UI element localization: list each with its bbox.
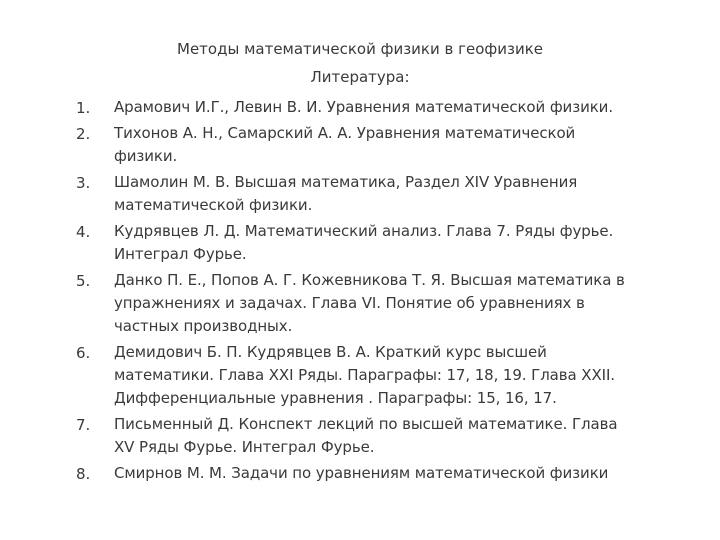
item-number: 4. — [76, 223, 91, 241]
list-item — [76, 219, 676, 268]
item-text: Шамолин М. В. Высшая математика, Раздел XIV Уравнения математической физики. — [114, 173, 578, 214]
item-number: 6. — [76, 344, 91, 362]
item-text: Данко П. Е., Попов А. Г. Кожевникова Т. Я. Высшая математика в упражнениях и задачах. Глава VI. Понятие об уравнениях в частных производных. — [114, 271, 625, 335]
list-item — [76, 340, 676, 412]
item-number: 3. — [76, 174, 91, 192]
list-item — [76, 268, 676, 340]
list-item — [76, 170, 676, 219]
reference-list — [76, 95, 676, 487]
item-number: 1. — [76, 99, 91, 117]
item-number: 2. — [76, 125, 91, 143]
item-text: Смирнов М. М. Задачи по уравнениям математической физики — [114, 464, 609, 482]
item-text: Кудрявцев Л. Д. Математический анализ. Глава 7. Ряды фурье. Интеграл Фурье. — [114, 222, 614, 263]
section-heading: Литература: — [310, 68, 410, 86]
list-item — [76, 121, 676, 170]
list-item — [76, 461, 676, 487]
list-item — [76, 95, 676, 121]
item-number: 8. — [76, 465, 91, 483]
item-text: Тихонов А. Н., Самарский А. А. Уравнения математической физики. — [114, 124, 576, 165]
item-number: 5. — [76, 272, 91, 290]
item-text: Арамович И.Г., Левин В. И. Уравнения математической физики. — [114, 98, 613, 116]
item-text: Демидович Б. П. Кудрявцев В. А. Краткий курс высшей математики. Глава XXI Ряды. Параграфы: 17, 18, 19. Глава XXII. Дифференциальные уравнения . Параграфы: 15, 16, 17. — [114, 343, 615, 407]
page-title: Методы математической физики в геофизике — [177, 40, 543, 58]
item-number: 7. — [76, 416, 91, 434]
item-text: Письменный Д. Конспект лекций по высшей математике. Глава XV Ряды Фурье. Интеграл Фурье. — [114, 415, 618, 456]
list-item — [76, 412, 676, 461]
